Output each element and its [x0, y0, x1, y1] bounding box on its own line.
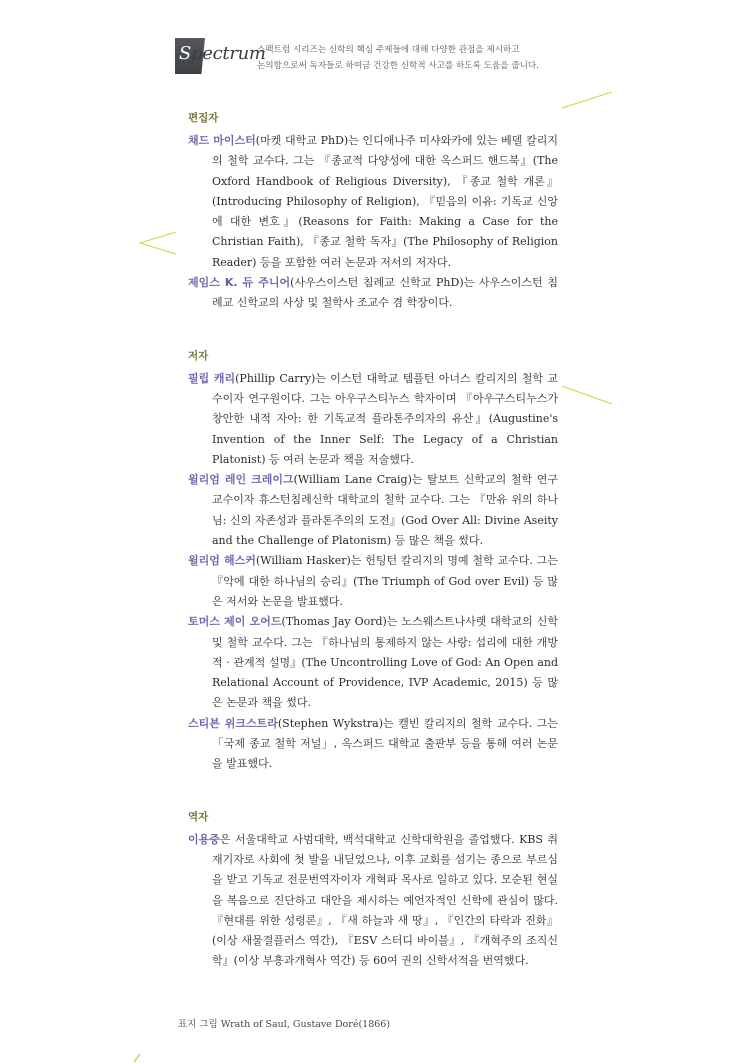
section-title-editors: 편집자 [188, 112, 219, 124]
translator-name: 이용중 [188, 832, 220, 846]
author-name: 필립 캐리 [188, 371, 236, 385]
decorative-mark-bottom [132, 1052, 144, 1064]
author-entry-phillip-carry [188, 369, 558, 470]
author-name: 스티븐 위크스트라 [188, 716, 278, 730]
translator-entry-lee-yongjung [188, 830, 558, 972]
editor-entry-chad-meister [188, 131, 558, 273]
author-name: 윌리엄 레인 크레이그 [188, 473, 294, 487]
editor-name: 채드 마이스터 [188, 134, 256, 147]
decorative-line-mid-right [560, 384, 616, 408]
author-bio: (Phillip Carry)는 이스턴 대학교 템플턴 아너스 칼리지의 철학 교수이자 연구원이다. 그는 아우구스티누스 학자이며 『아우구스티누스가 창안한 내적 자아: 한 기독교적 플라톤주의자의 유산』(Augustine's Invention of the Inner Self: The Legacy of a Christian Platonist) 등 여러 논문과 책을 저술했다. [212, 371, 558, 466]
series-description-line-1: 스펙트럼 시리즈는 신학의 핵심 주제들에 대해 다양한 관점을 제시하고 [257, 45, 520, 55]
author-bio: (Thomas Jay Oord)는 노스웨스트나사렛 대학교의 신학 및 철학 교수다. 그는 『하나님의 통제하지 않는 사랑: 섭리에 대한 개방적 · 관계적 설명』(The Uncontrolling Love of God: An Open and Relational Account of Providence, IVP Academic, 2015) 등 많은 논문과 책을 썼다. [212, 615, 558, 710]
translator-bio: 은 서울대학교 사범대학, 백석대학교 신학대학원을 졸업했다. KBS 취재기자로 사회에 첫 발을 내딛었으나, 이후 교회를 섬기는 종으로 부르심을 받고 기독교 전문번역자이자 개혁파 목사로 일하고 있다. 모순된 현실을 복음으로 진단하고 대안을 제시하는 예언자적인 신학에 관심이 많다. 『현대를 위한 성령론』, 『새 하늘과 새 땅』, 『인간의 타락과 진화』(이상 새물결플러스 역간), 『ESV 스터디 바이블』, 『개혁주의 조직신학』(이상 부흥과개혁사 역간) 등 60여 권의 신학서적을 번역했다. [212, 832, 558, 968]
decorative-line-top-right [560, 88, 616, 110]
decorative-chevron-left [136, 228, 180, 258]
cover-image-credit: 표지 그림 Wrath of Saul, Gustave Doré(1866) [178, 1019, 391, 1030]
editor-name: 제임스 K. 듀 주니어 [188, 276, 291, 290]
series-description-line-2: 논의함으로써 독자들로 하여금 건강한 신학적 사고를 하도록 도움을 줍니다. [257, 61, 539, 71]
author-entry-thomas-jay-oord [188, 612, 558, 713]
editor-entry-james-dew [188, 273, 558, 314]
author-name: 토머스 제이 오어드 [188, 615, 282, 629]
author-entry-william-hasker [188, 551, 558, 612]
section-title-translator: 역자 [188, 810, 209, 823]
author-entry-william-lane-craig [188, 470, 558, 551]
editor-bio: (사우스이스턴 침례교 신학교 PhD)는 사우스이스턴 침례교 신학교의 사상 및 철학사 조교수 겸 학장이다. [212, 276, 559, 310]
author-name: 윌리엄 해스커 [188, 554, 256, 568]
series-description [257, 42, 647, 74]
contributors-content [188, 110, 558, 972]
series-header [175, 38, 735, 78]
author-bio: (Stephen Wykstra)는 캘빈 칼리지의 철학 교수다. 그는 「국제 종교 철학 저널」, 옥스퍼드 대학교 출판부 등을 통해 여러 논문을 발표했다. [212, 716, 558, 771]
spectrum-logo: Spectrum [179, 43, 266, 64]
editor-bio: (마켓 대학교 PhD)는 인디애나주 미샤와카에 있는 베델 칼리지의 철학 교수다. 그는 『종교적 다양성에 대한 옥스퍼드 핸드북』(The Oxford Handbook of Religious Diversity), 『종교 철학 개론』(Introducing Philosophy of Religion), 『믿음의 이유: 기독교 신앙에 대한 변호』(Reasons for Faith: Making a Case for the Christian Faith), 『종교 철학 독자』(The Philosophy of Religion Reader) 등을 포함한 여러 논문과 저서의 저자다. [212, 134, 558, 269]
section-title-authors: 저자 [188, 349, 209, 362]
author-bio: (William Hasker)는 헌팅턴 칼리지의 명예 철학 교수다. 그는 『악에 대한 하나님의 승리』(The Triumph of God over Evil) 등 많은 저서와 논문을 발표했다. [212, 554, 558, 608]
author-bio: (William Lane Craig)는 탈보트 신학교의 철학 연구 교수이자 휴스턴침례신학 대학교의 철학 교수다. 그는 『만유 위의 하나님: 신의 자존성과 플라톤주의의 도전』(God Over All: Divine Aseity and the Challenge of Platonism) 등 많은 책을 썼다. [212, 473, 558, 548]
author-entry-stephen-wykstra [188, 714, 558, 775]
